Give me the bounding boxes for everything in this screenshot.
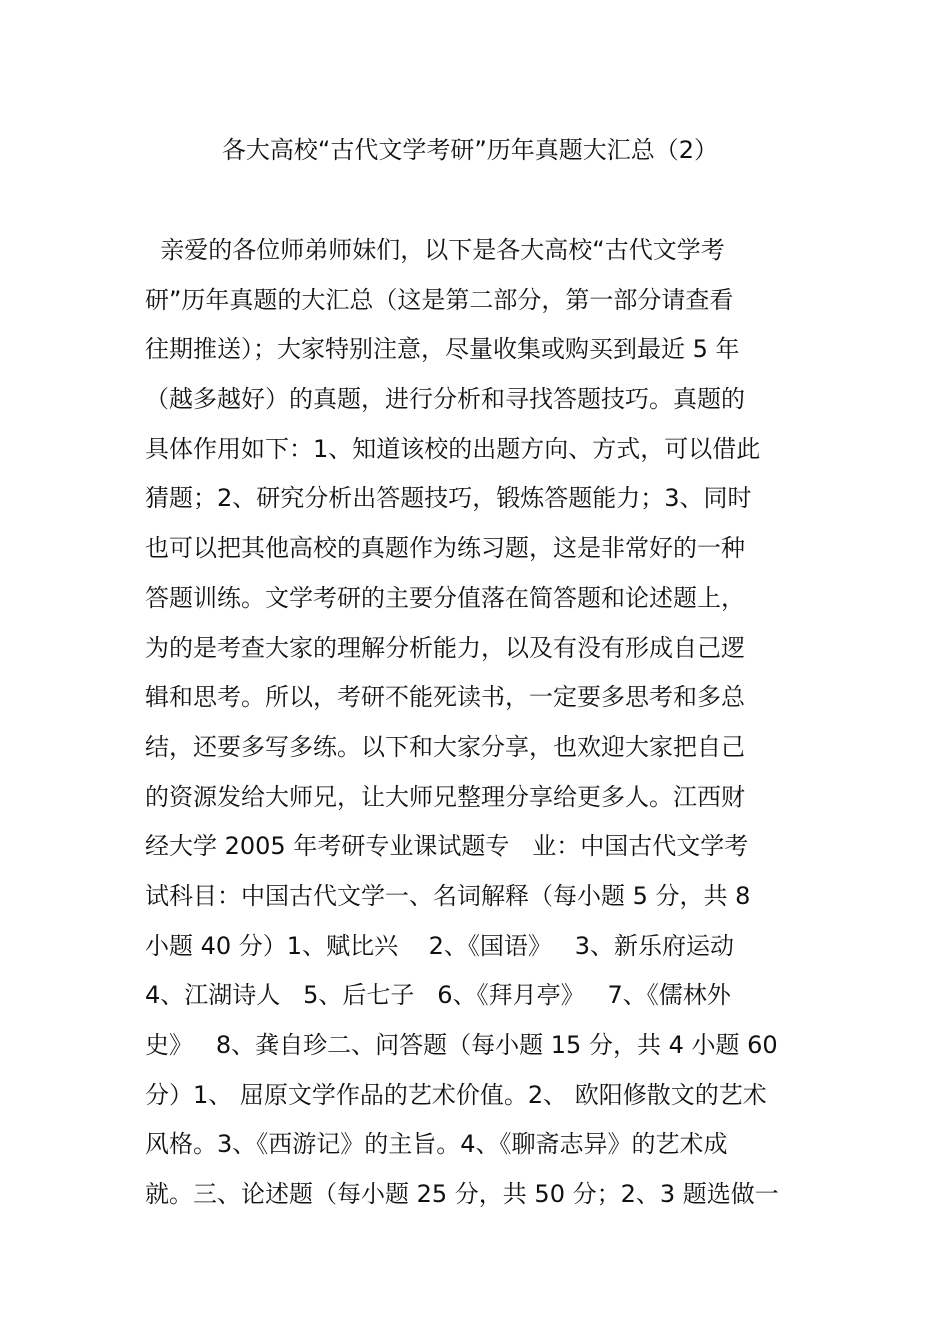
body-line: 风格。3、《西游记》的主旨。4、《聊斋志异》的艺术成 [145,1130,728,1159]
body-line: 小题 40 分）1、赋比兴 2、《国语》 3、新乐府运动 [145,931,735,960]
body-line: 为的是考查大家的理解分析能力，以及有没有形成自己逻 [145,633,745,662]
body-line: 试科目：中国古代文学一、名词解释（每小题 5 分，共 8 [145,881,751,910]
body-line: 具体作用如下：1、知道该校的出题方向、方式，可以借此 [145,434,761,463]
body-line: 往期推送）；大家特别注意，尽量收集或购买到最近 5 年 [145,335,740,364]
body-line: 结，还要多写多练。以下和大家分享，也欢迎大家把自己 [145,732,745,761]
document-body [145,226,845,1220]
body-line: 经大学 2005 年考研专业课试题专 业：中国古代文学考 [145,832,749,861]
body-line: 研”历年真题的大汇总（这是第二部分，第一部分请查看 [145,285,734,314]
body-line: 就。三、论述题（每小题 25 分，共 50 分；2、3 题选做一 [145,1180,779,1209]
body-line: 辑和思考。所以，考研不能死读书，一定要多思考和多总 [145,683,745,712]
body-line: 答题训练。文学考研的主要分值落在简答题和论述题上， [145,583,745,612]
body-line: 4、江湖诗人 5、后七子 6、《拜月亭》 7、《儒林外 [145,981,731,1010]
document-title: 各大高校“古代文学考研”历年真题大汇总（2） [221,136,719,164]
body-line: 亲爱的各位师弟师妹们，以下是各大高校“古代文学考 [145,236,725,264]
body-line: 的资源发给大师兄，让大师兄整理分享给更多人。江西财 [145,782,745,811]
body-line: 分）1、 屈原文学作品的艺术价值。2、 欧阳修散文的艺术 [145,1080,767,1109]
body-line: 史》 8、龚自珍二、问答题（每小题 15 分，共 4 小题 60 [145,1031,778,1059]
body-line: 也可以把其他高校的真题作为练习题，这是非常好的一种 [145,534,745,563]
body-line: 猜题；2、研究分析出答题技巧，锻炼答题能力；3、同时 [145,484,752,513]
body-line: （越多越好）的真题，进行分析和寻找答题技巧。真题的 [145,385,745,414]
